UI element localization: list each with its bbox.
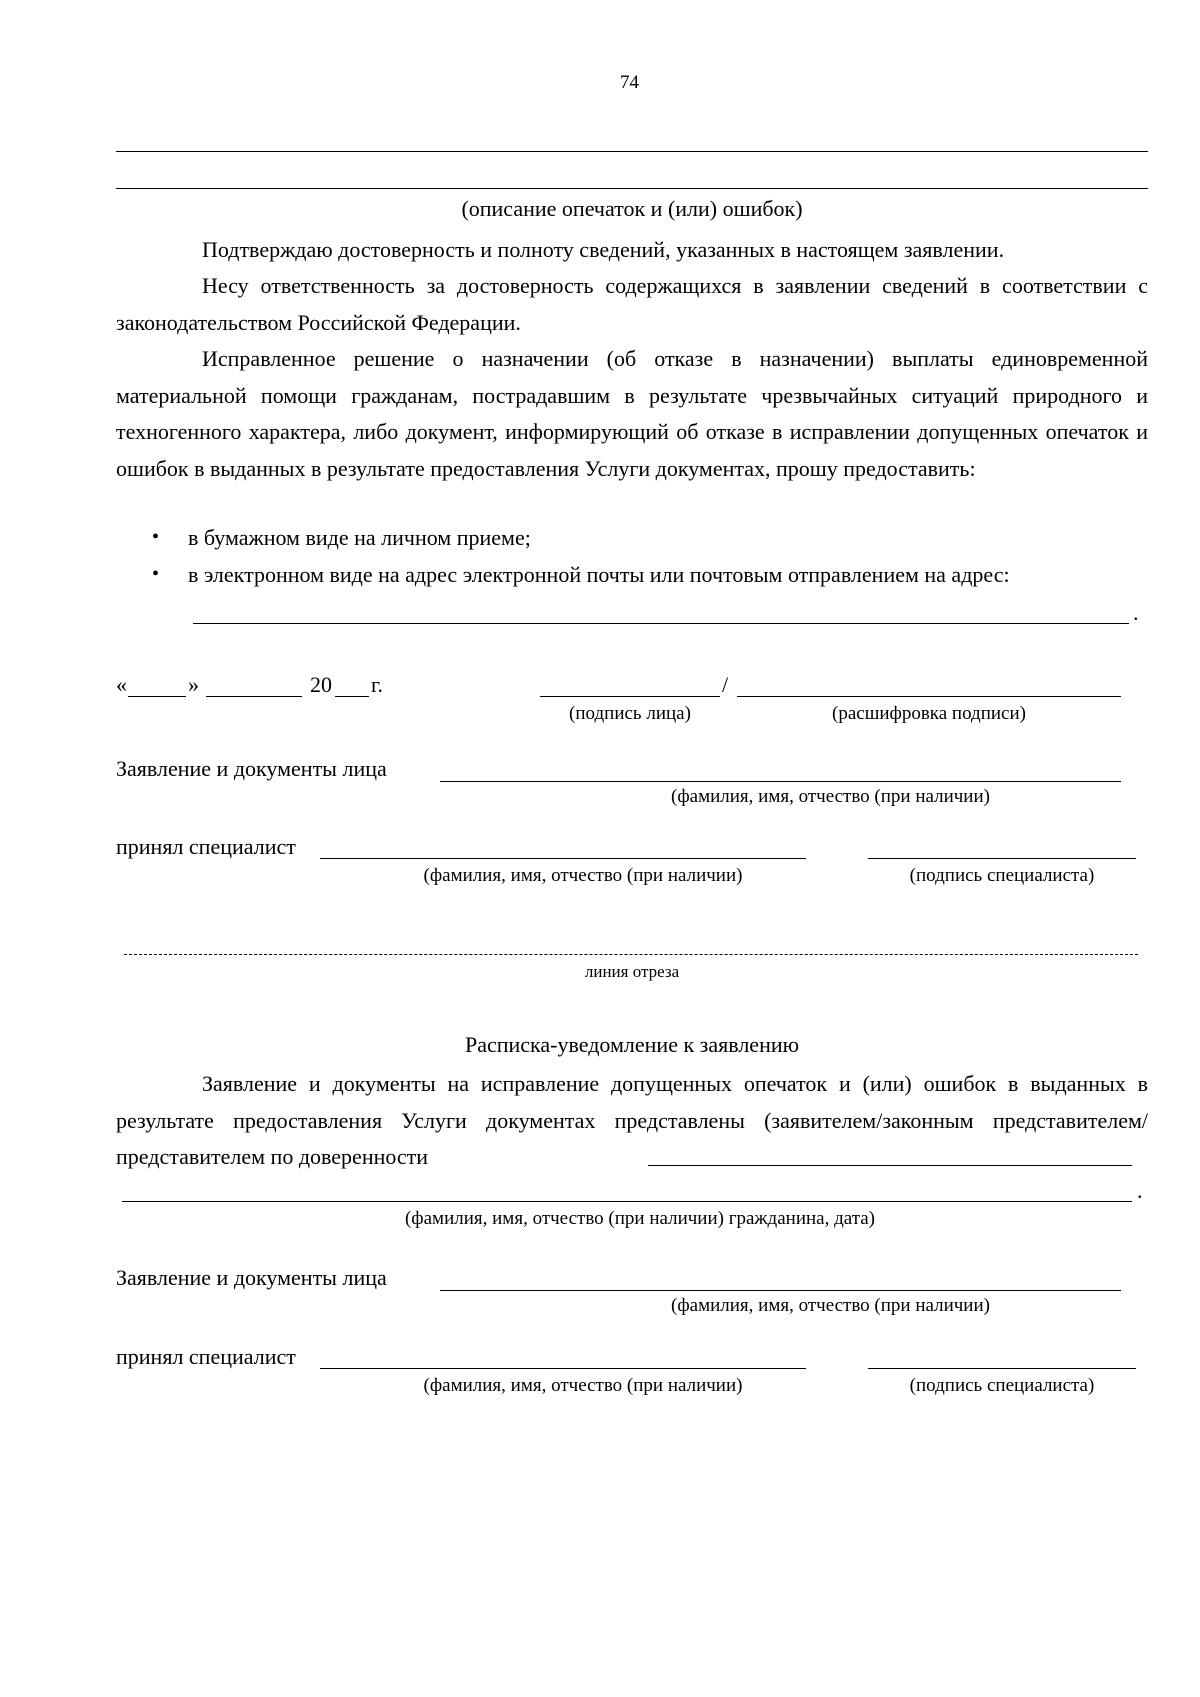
date-year-suffix: г.	[371, 672, 384, 697]
signature-decode-caption: (расшифровка подписи)	[832, 703, 1026, 724]
receipt-specialist-name-caption: (фамилия, имя, отчество (при наличии)	[423, 1375, 743, 1396]
docs-name-line[interactable]	[440, 781, 1121, 782]
accepted-label: принял специалист	[116, 834, 296, 859]
receipt-text: Заявление и документы на исправление допущенных опечаток и (или) ошибок в выданных в результате предоставления Услуги документах представлены (заявителем/законным представителем/представителем по доверенности	[116, 1071, 1148, 1169]
receipt-period: .	[1137, 1178, 1143, 1203]
receipt-docs-name-line[interactable]	[440, 1290, 1121, 1291]
signature-decode-line[interactable]	[737, 696, 1121, 697]
signature-line[interactable]	[540, 696, 720, 697]
receipt-title: Расписка-уведомление к заявлению	[464, 1032, 800, 1057]
receipt-representative-line[interactable]	[648, 1165, 1132, 1166]
address-line[interactable]	[193, 623, 1129, 624]
date-month-field[interactable]	[206, 696, 302, 697]
cut-line-label: линия отреза	[584, 962, 680, 981]
receipt-specialist-sign-line[interactable]	[868, 1368, 1136, 1369]
date-day-field[interactable]	[128, 696, 186, 697]
responsibility-paragraph: Несу ответственность за достоверность содержащихся в заявлении сведений в соответствии с законодательством Российской Федерации.	[116, 273, 1148, 335]
date-open-quote: «	[116, 672, 127, 697]
docs-caption: (фамилия, имя, отчество (при наличии)	[671, 786, 990, 807]
receipt-docs-label: Заявление и документы лица	[116, 1265, 387, 1290]
errors-description-line-2[interactable]	[116, 188, 1148, 189]
signature-slash: /	[722, 672, 729, 697]
specialist-name-caption: (фамилия, имя, отчество (при наличии)	[423, 865, 743, 886]
page-number: 74	[620, 72, 639, 93]
receipt-citizen-line[interactable]	[122, 1201, 1132, 1202]
date-close-quote: »	[188, 672, 199, 697]
date-year-prefix: 20	[310, 672, 332, 697]
date-year-field[interactable]	[335, 696, 369, 697]
cut-line	[124, 954, 1138, 955]
receipt-accepted-label: принял специалист	[116, 1344, 296, 1369]
specialist-name-line[interactable]	[320, 858, 806, 859]
receipt-specialist-sign-caption: (подпись специалиста)	[909, 1375, 1095, 1396]
confirm-paragraph: Подтверждаю достоверность и полноту сведений, указанных в настоящем заявлении.	[202, 237, 1005, 262]
bullet-paper: в бумажном виде на личном приеме;	[188, 525, 531, 550]
bullet-marker: •	[152, 526, 160, 548]
docs-label: Заявление и документы лица	[116, 756, 387, 781]
bullet-marker: •	[152, 563, 160, 585]
corrected-decision-paragraph: Исправленное решение о назначении (об отказе в назначении) выплаты единовременной материальной помощи гражданам, пострадавшим в результате чрезвычайных ситуаций природного и техногенного характера, либо документ, информирующий об отказе в исправлении допущенных опечаток и ошибок в выданных в результате предоставления Услуги документах, прошу предоставить:	[116, 346, 1148, 481]
receipt-docs-caption: (фамилия, имя, отчество (при наличии)	[671, 1295, 990, 1316]
specialist-sign-caption: (подпись специалиста)	[909, 865, 1095, 886]
address-period: .	[1133, 600, 1139, 625]
errors-description-line-1[interactable]	[116, 151, 1148, 152]
errors-caption: (описание опечаток и (или) ошибок)	[461, 196, 803, 221]
receipt-citizen-caption: (фамилия, имя, отчество (при наличии) гражданина, дата)	[404, 1208, 876, 1229]
receipt-specialist-name-line[interactable]	[320, 1368, 806, 1369]
signature-caption: (подпись лица)	[569, 703, 691, 724]
bullet-electronic: в электронном виде на адрес электронной почты или почтовым отправлением на адрес:	[188, 562, 1010, 587]
specialist-sign-line[interactable]	[868, 858, 1136, 859]
